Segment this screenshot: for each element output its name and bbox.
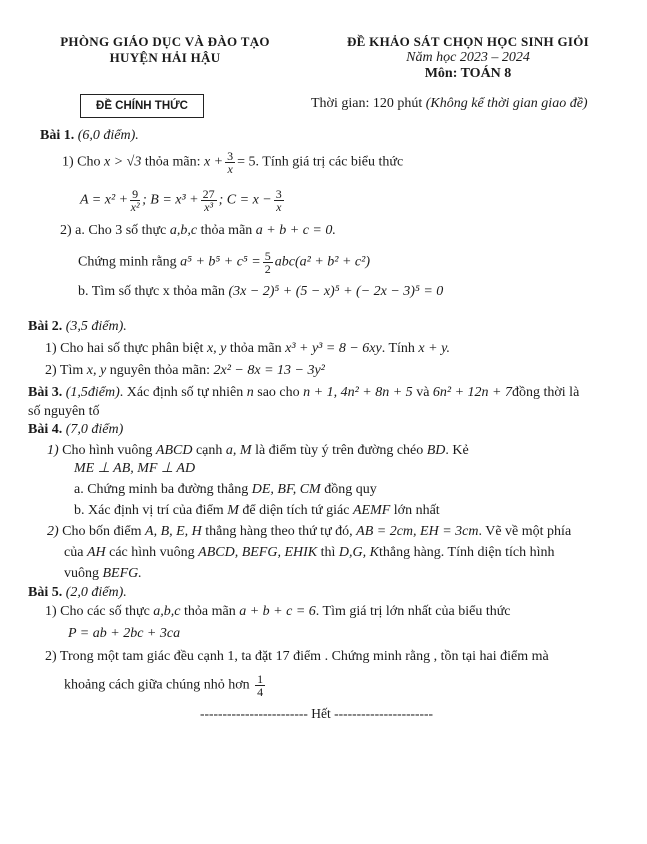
text: đồng thời là [512, 385, 580, 400]
var: M [227, 503, 239, 518]
vars: x, y [206, 341, 227, 356]
bai3-points: (1,5điểm) [65, 385, 120, 400]
q1-condition: x > √3 [104, 154, 142, 170]
text: a. Chứng minh ba đường thẳng [74, 482, 249, 497]
text: Cho bốn điểm [62, 524, 142, 539]
frac-num: 5 [264, 249, 271, 263]
expressions: n + 1, 4n² + 8n + 5 [303, 385, 413, 400]
text: thỏa mãn [229, 341, 282, 356]
frac-den: x [227, 162, 233, 176]
bai5-q2: 2) Trong một tam giác đều cạnh 1, ta đặt 17 điểm . Chứng minh rằng , tồn tại hai điểm mà [45, 649, 549, 664]
text: b. Xác định vị trí của điểm [74, 503, 224, 518]
expression: 6n² + 12n + 7 [432, 385, 512, 400]
text: . Kẻ [445, 443, 469, 458]
bai4-title: Bài 4. [28, 422, 63, 437]
exam-header [318, 34, 618, 82]
q1-eq-right: = 5 [237, 154, 256, 170]
text: là điểm tùy ý trên đường chéo [255, 443, 424, 458]
var: a, [225, 443, 237, 458]
bai1-points: (6,0 điểm). [77, 128, 139, 143]
time-label: Thời gian: 120 phút [311, 96, 423, 111]
bai4-q2-line3 [64, 565, 142, 583]
text: đồng quy [324, 482, 377, 497]
var: AH [86, 545, 106, 560]
bai2-q1 [45, 340, 450, 358]
text: và [416, 385, 430, 400]
expr-b: ; B = x³ + [142, 192, 199, 208]
bai2-heading [28, 318, 127, 336]
prove-frac [263, 250, 273, 275]
q2b-equation: (3x − 2)⁵ + (5 − x)⁵ + (− 2x − 3)⁵ = 0 [228, 284, 444, 299]
bai5-points: (2,0 điểm). [65, 585, 127, 600]
q1-suffix: . Tính giá trị các biểu thức [255, 154, 404, 170]
var: D,G, K [338, 545, 379, 560]
text: . Xác định số tự nhiên [119, 385, 244, 400]
time-allowed [311, 96, 588, 112]
text: cạnh [195, 443, 223, 458]
bai5-title: Bài 5. [28, 585, 63, 600]
exam-title: ĐỀ KHẢO SÁT CHỌN HỌC SINH GIỎI [346, 34, 590, 49]
text: thì [320, 545, 336, 560]
var: A, B, E, H [145, 524, 202, 539]
text: . Tìm giá trị lớn nhất của biểu thức [315, 604, 511, 619]
q2a-text: 2) a. Cho 3 số thực [60, 223, 167, 238]
bai2-points: (3,5 điểm). [65, 319, 127, 334]
target: x + y. [418, 341, 451, 356]
bai4-q2 [47, 523, 571, 541]
frac-den: 4 [257, 685, 264, 699]
text: . Tính [381, 341, 415, 356]
bai5-q1 [45, 603, 511, 621]
prove-text: Chứng minh rằng [78, 254, 177, 270]
equation: 2x² − 8x = 13 − 3y² [213, 363, 325, 378]
equation: a + b + c = 6 [239, 604, 316, 619]
var: a,b,c [153, 604, 181, 619]
end-mark: ------------------------ Hết ---------------------- [200, 706, 434, 721]
bai1-heading [40, 127, 139, 145]
frac-den: x² [130, 200, 140, 214]
bai5-q2-line2 [64, 673, 267, 698]
expr-c: ; C = x − [218, 192, 272, 208]
text: Cho hình vuông [62, 443, 153, 458]
q2b-text: b. Tìm số thực x thỏa mãn [78, 284, 225, 299]
prove-left: a⁵ + b⁵ + c⁵ = [180, 254, 261, 270]
subject: Môn: TOÁN 8 [424, 66, 512, 81]
vars: x, y [86, 363, 107, 378]
bai1-title: Bài 1. [40, 128, 75, 143]
frac-num: 3 [275, 187, 282, 201]
q2a-mid: thỏa mãn [200, 223, 253, 238]
bai1-q1 [62, 150, 403, 175]
text: thỏa mãn [184, 604, 236, 619]
frac-den: x³ [204, 200, 214, 214]
q2a-condition: a + b + c = 0. [255, 223, 336, 238]
text: sao cho [257, 385, 300, 400]
frac-num: 27 [202, 187, 215, 201]
frac-den: x [276, 200, 282, 214]
var: BEFG. [102, 566, 142, 581]
text: của [64, 545, 84, 560]
prove-right: abc(a² + b² + c²) [274, 254, 371, 270]
bai4-perp: ME ⊥ AB, MF ⊥ AD [74, 461, 196, 476]
text: các hình vuông [109, 545, 195, 560]
frac-den: 2 [264, 262, 271, 276]
bai1-q2b [78, 283, 443, 301]
expr-c-frac [274, 188, 284, 213]
var: ABCD, BEFG, EHIK [198, 545, 318, 560]
bai1-q2a [60, 222, 336, 240]
text: khoảng cách giữa chúng nhỏ hơn [64, 677, 250, 693]
bai4-q2-line2 [64, 544, 554, 562]
q1-prefix: 1) Cho [62, 154, 101, 170]
text: . Vẽ về một phía [478, 524, 572, 539]
text: 2) Tìm [45, 363, 84, 378]
bai4-qb [74, 502, 440, 520]
one-quarter-fraction [255, 673, 265, 698]
bai4-qa [74, 481, 377, 499]
text: lớn nhất [393, 503, 440, 518]
bai3-line1 [28, 384, 579, 402]
text: thẳng hàng. Tính diện tích hình [378, 545, 555, 560]
equation: AB = 2cm, EH = 3cm [356, 524, 479, 539]
bai3-line2: số nguyên tố [28, 404, 100, 419]
var: DE, BF, CM [251, 482, 321, 497]
var: BD [426, 443, 446, 458]
num: 1) [47, 443, 59, 458]
text: nguyên thỏa mãn: [109, 363, 210, 378]
bai2-title: Bài 2. [28, 319, 63, 334]
department-header [30, 34, 300, 66]
q1-eq-left: x + [203, 154, 224, 170]
bai5-expression-p: P = ab + 2bc + 3ca [68, 626, 181, 641]
num: 2) [47, 524, 59, 539]
school-year: Năm học 2023 – 2024 [406, 50, 530, 65]
bai1-expressions [80, 188, 286, 213]
frac-num: 1 [257, 672, 264, 686]
text: thẳng hàng theo thứ tự đó, [205, 524, 353, 539]
expr-a-frac [130, 188, 140, 213]
var: AEMF [352, 503, 391, 518]
department-line-2: HUYỆN HẢI HẬU [109, 50, 221, 65]
expr-b-frac [201, 188, 217, 213]
official-badge: ĐỀ CHÍNH THỨC [80, 94, 204, 118]
var: M [239, 443, 252, 458]
q1-fraction [225, 150, 235, 175]
text: vuông [64, 566, 99, 581]
bai3-title: Bài 3. [28, 385, 63, 400]
text: 1) Cho các số thực [45, 604, 150, 619]
frac-num: 3 [227, 149, 234, 163]
bai4-heading [28, 421, 123, 439]
text: để diện tích tứ giác [242, 503, 350, 518]
bai1-prove [78, 250, 370, 275]
expr-a: A = x² + [80, 192, 129, 208]
bai4-q1 [47, 442, 469, 460]
q1-mid: thỏa mãn: [144, 154, 201, 170]
equation: x³ + y³ = 8 − 6xy [285, 341, 382, 356]
var: ABCD [155, 443, 193, 458]
q2a-vars: a,b,c [169, 223, 198, 238]
department-line-1: PHÒNG GIÁO DỤC VÀ ĐÀO TẠO [60, 34, 270, 49]
var: n [246, 385, 254, 400]
bai5-heading [28, 584, 127, 602]
bai4-points: (7,0 điểm) [65, 422, 124, 437]
time-note: (Không kể thời gian giao đề) [425, 96, 588, 111]
bai2-q2 [45, 362, 325, 380]
text: 1) Cho hai số thực phân biệt [45, 341, 204, 356]
frac-num: 9 [132, 187, 139, 201]
